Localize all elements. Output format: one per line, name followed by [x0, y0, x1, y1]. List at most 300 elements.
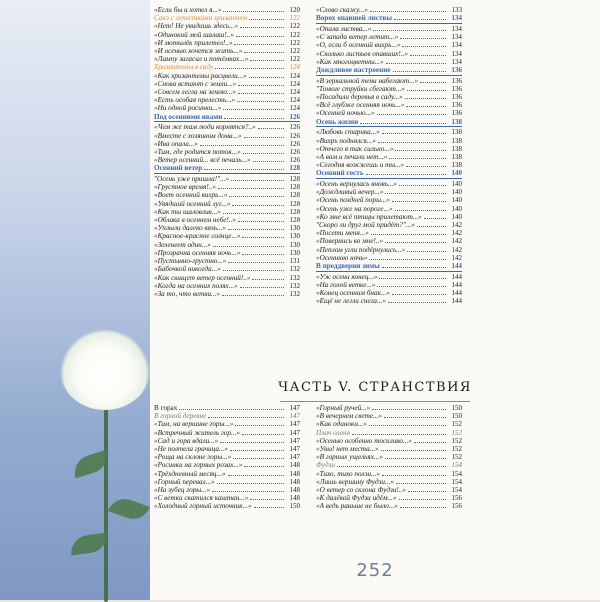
toc-entry-title: «Когда на осенних полях...»: [154, 281, 238, 290]
toc-entry[interactable]: [316, 93, 462, 101]
toc-entry[interactable]: [154, 257, 300, 265]
dot-leader: [370, 11, 446, 12]
dot-leader: [238, 85, 283, 86]
toc-entry[interactable]: [316, 41, 462, 49]
dot-leader: [414, 442, 445, 443]
section-rule: [316, 75, 462, 76]
toc-entry-page: 128: [289, 216, 300, 225]
toc-entry-page: 140: [451, 204, 462, 213]
toc-entry[interactable]: [316, 502, 462, 510]
toc-entry-page: 148: [289, 486, 300, 495]
toc-entry[interactable]: [154, 282, 300, 290]
toc-entry-title: «Лишь вершину Фудзи...»: [316, 477, 394, 486]
toc-entry[interactable]: [316, 50, 462, 58]
dot-leader: [400, 507, 446, 508]
toc-entry-title: «Как хризантемы расцвели...»: [154, 71, 247, 80]
dot-leader: [224, 118, 283, 119]
dot-leader: [200, 145, 284, 146]
toc-entry-title: «Прозрачна осенняя ночь...»: [154, 248, 241, 257]
toc-entry-page: 130: [289, 240, 300, 249]
dot-leader: [240, 287, 284, 288]
toc-entry[interactable]: [154, 494, 300, 502]
toc-entry-page: 142: [451, 229, 462, 238]
toc-entry-title: Осенний гость: [316, 169, 364, 178]
toc-entry-page: 138: [451, 161, 462, 170]
toc-entry-title: «Всё глубже осенняя ночь...»: [316, 101, 405, 110]
toc-entry[interactable]: [154, 156, 300, 164]
toc-entry-page: 126: [289, 112, 300, 121]
dot-leader: [242, 237, 283, 238]
toc-entry-page: 124: [289, 96, 300, 105]
toc-entry[interactable]: [154, 429, 300, 437]
toc-entry-page: 148: [289, 461, 300, 470]
toc-entry-title: «Не полтела грачица...»: [154, 445, 228, 454]
toc-entry-title: «Ни одной росинки...»: [154, 104, 222, 113]
toc-entry-page: 122: [289, 38, 300, 47]
toc-entry[interactable]: [154, 140, 300, 148]
toc-entry-page: 126: [289, 123, 300, 132]
toc-entry-title: «Осенью особенно тоскливо...»: [316, 436, 413, 445]
dot-leader: [252, 279, 283, 280]
dot-leader: [395, 150, 445, 151]
toc-entry[interactable]: [316, 437, 462, 445]
dot-leader: [237, 101, 283, 102]
toc-entry[interactable]: [154, 249, 300, 257]
toc-section-heading[interactable]: [154, 412, 300, 420]
toc-entry[interactable]: [316, 85, 462, 93]
toc-entry[interactable]: [316, 58, 462, 66]
toc-entry[interactable]: [154, 241, 300, 249]
toc-entry[interactable]: [316, 289, 462, 297]
toc-entry-page: 147: [289, 420, 300, 429]
toc-entry[interactable]: [316, 109, 462, 117]
toc-entry[interactable]: [316, 412, 462, 420]
toc-entry-page: 134: [451, 33, 462, 42]
toc-entry-page: 124: [289, 71, 300, 80]
dot-leader: [377, 114, 446, 115]
toc-entry[interactable]: [154, 453, 300, 461]
dot-leader: [385, 458, 446, 459]
toc-entry[interactable]: [316, 6, 462, 14]
part-title: ЧАСТЬ V. СТРАНСТВИЯ: [150, 380, 600, 402]
toc-entry-title: В горах: [154, 404, 178, 412]
toc-entry[interactable]: [316, 297, 462, 305]
dot-leader: [179, 409, 283, 410]
toc-entry-title: «И осенью хочется жить...»: [154, 47, 243, 56]
toc-entry[interactable]: [154, 104, 300, 112]
dot-leader: [385, 193, 445, 194]
toc-entry-page: 138: [451, 152, 462, 161]
toc-entry-page: 124: [289, 63, 300, 72]
dot-leader: [232, 205, 283, 206]
toc-entry[interactable]: [154, 31, 300, 39]
dot-leader: [230, 450, 284, 451]
toc-entry-title: «Вместе с хозяином дома...»: [154, 131, 242, 140]
toc-entry-page: 134: [451, 14, 462, 23]
toc-section-left: [154, 404, 300, 511]
toc-entry[interactable]: [154, 39, 300, 47]
toc-entry[interactable]: [154, 290, 300, 298]
toc-entry[interactable]: [316, 77, 462, 85]
dot-leader: [407, 251, 445, 252]
toc-entry-page: 148: [289, 494, 300, 503]
toc-entry[interactable]: [154, 191, 300, 199]
toc-entry-title: «В горных ущельях...»: [316, 453, 383, 462]
dot-leader: [382, 267, 446, 268]
toc-entry[interactable]: [154, 22, 300, 30]
toc-entry-title: «Уж осени конец...»: [316, 272, 378, 281]
toc-entry[interactable]: [154, 486, 300, 494]
toc-entry[interactable]: [316, 478, 462, 486]
toc-entry[interactable]: [154, 6, 300, 14]
toc-entry[interactable]: [316, 221, 462, 229]
dot-leader: [360, 123, 445, 124]
toc-entry-page: 136: [451, 84, 462, 93]
toc-entry[interactable]: [154, 470, 300, 478]
toc-entry-title: «Грустное время!..»: [154, 183, 216, 192]
toc-entry-title: «На голой ветке...»: [316, 281, 376, 289]
toc-entry-title: «Слово скажу...»: [316, 6, 368, 14]
toc-entry-page: 144: [451, 297, 462, 306]
dot-leader: [389, 158, 445, 159]
dot-leader: [369, 259, 445, 260]
toc-entry-page: 120: [289, 6, 300, 14]
toc-entry-title: «Одинокий мой шалаш!..»: [154, 30, 234, 39]
toc-entry-page: 128: [289, 199, 300, 208]
toc-section-heading[interactable]: [316, 461, 462, 469]
toc-entry-page: 136: [451, 101, 462, 110]
toc-entry-title: «Повернись ко мне!..»: [316, 237, 384, 246]
toc-entry-page: 144: [451, 272, 462, 281]
toc-entry-title: «Увядший осенний луг...»: [154, 199, 231, 208]
toc-section-heading[interactable]: [316, 169, 462, 177]
toc-entry-title: «Там, на вершине горы...»: [154, 420, 234, 429]
dot-leader: [244, 52, 283, 53]
toc-entry[interactable]: [316, 25, 462, 33]
dot-leader: [424, 218, 446, 219]
toc-entry[interactable]: [316, 188, 462, 196]
toc-entry[interactable]: [154, 502, 300, 510]
toc-entry[interactable]: [316, 213, 462, 221]
toc-entry-page: 147: [289, 436, 300, 445]
toc-entry-title: «Росинки на горных розах...»: [154, 461, 243, 470]
toc-entry[interactable]: [154, 274, 300, 282]
dot-leader: [215, 68, 283, 69]
toc-entry-title: «Конец осенним бнак...»: [316, 289, 390, 298]
toc-entry-title: «Посадили деревья в саду...»: [316, 93, 403, 102]
dot-leader: [369, 425, 446, 426]
toc-entry[interactable]: [316, 153, 462, 161]
toc-entry-title: «Дождливый вечер...»: [316, 188, 384, 197]
toc-entry-page: 122: [289, 55, 300, 64]
toc-entry[interactable]: [316, 445, 462, 453]
dot-leader: [378, 142, 446, 143]
toc-entry-page: 142: [451, 253, 462, 262]
toc-entry-title: "Осень уже пришла!"...»: [154, 175, 230, 184]
toc-entry-page: 150: [289, 502, 300, 511]
toc-entry-title: «Снова встают с земли...»: [154, 79, 237, 88]
toc-entry-title: «Облака в осеннем небе!..»: [154, 216, 236, 225]
toc-section-heading[interactable]: [316, 429, 462, 437]
dot-leader: [407, 90, 446, 91]
toc-entry[interactable]: [154, 420, 300, 428]
toc-section-heading[interactable]: [316, 118, 462, 126]
dot-leader: [386, 63, 446, 64]
toc-entry[interactable]: [316, 246, 462, 254]
toc-entry-page: 136: [451, 93, 462, 102]
toc-entry-page: 147: [289, 453, 300, 462]
dot-leader: [231, 180, 283, 181]
toc-entry-page: 138: [451, 144, 462, 153]
toc-entry-page: 132: [289, 289, 300, 298]
toc-entry-page: 128: [289, 164, 300, 173]
toc-entry[interactable]: [154, 265, 300, 273]
toc-entry[interactable]: [154, 437, 300, 445]
toc-entry-title: Осенний ветер: [154, 164, 203, 173]
page-number: 252: [356, 560, 394, 581]
dot-leader: [242, 434, 284, 435]
toc-entry-page: 136: [451, 76, 462, 85]
toc-entry-page: 154: [451, 486, 462, 495]
toc-section-heading[interactable]: [154, 113, 300, 121]
toc-entry-page: 132: [289, 265, 300, 274]
dot-leader: [379, 278, 445, 279]
toc-entry-title: «Вихрь поднялся...»: [316, 136, 376, 145]
toc-section-heading[interactable]: [154, 63, 300, 71]
dot-leader: [254, 507, 284, 508]
toc-entry-title: В преддверии зимы: [316, 262, 380, 271]
toc-entry[interactable]: [316, 128, 462, 136]
toc-entry-page: 126: [289, 139, 300, 148]
dot-leader: [233, 458, 283, 459]
toc-entry[interactable]: [154, 148, 300, 156]
toc-entry-title: Осень жизни: [316, 117, 359, 126]
toc-entry-page: 133: [451, 6, 462, 14]
toc-entry[interactable]: [316, 237, 462, 245]
toc-entry[interactable]: [154, 478, 300, 486]
toc-entry-page: 122: [289, 14, 300, 23]
dot-leader: [408, 491, 445, 492]
toc-entry-title: «Посети меня...»: [316, 229, 369, 238]
section-rule: [154, 121, 300, 122]
dot-leader: [220, 442, 283, 443]
dot-leader: [249, 77, 284, 78]
toc-entry-title: «Есть особая прелесть...»: [154, 96, 236, 105]
toc-entry-page: 144: [451, 262, 462, 271]
toc-entry-title: Дождливое настроение: [316, 65, 391, 74]
toc-entry-page: 152: [451, 428, 462, 437]
dot-leader: [392, 201, 446, 202]
toc-entry[interactable]: [316, 101, 462, 109]
toc-entry-page: 138: [451, 136, 462, 145]
toc-entry-page: 134: [451, 57, 462, 66]
toc-entry-title: В горной деревне: [154, 412, 207, 421]
toc-entry-title: "Тонкие струйки сбегают...»: [316, 84, 405, 93]
toc-entry-title: «И мотылёк прилетел!..»: [154, 38, 233, 47]
dot-leader: [382, 133, 446, 134]
toc-section-heading[interactable]: [154, 14, 300, 22]
toc-entry[interactable]: [316, 33, 462, 41]
toc-entry-page: 142: [451, 245, 462, 254]
toc-entry-title: Сакэ с лепестками хризантем: [154, 14, 248, 23]
table-of-contents: [150, 0, 600, 600]
toc-entry-title: «Совсем легла на землю...»: [154, 88, 236, 97]
dot-leader: [393, 71, 446, 72]
toc-entry-title: "Скоро ли друг мой придёт?"...»: [316, 221, 415, 230]
section-rule: [316, 178, 462, 179]
dot-leader: [213, 246, 284, 247]
dot-leader: [371, 234, 446, 235]
toc-entry-page: 154: [451, 477, 462, 486]
toc-entry-title: «Уплыли далеко вязь...»: [154, 224, 226, 233]
toc-entry-page: 144: [451, 281, 462, 289]
toc-entry[interactable]: [316, 254, 462, 262]
toc-entry-title: «Как ты шаловлив...»: [154, 207, 221, 216]
toc-entry[interactable]: [154, 232, 300, 240]
toc-entry-title: «Как свищет ветер осенний!..»: [154, 273, 251, 282]
toc-entry[interactable]: [154, 175, 300, 183]
dot-leader: [223, 270, 284, 271]
toc-entry-page: 154: [451, 461, 462, 470]
toc-entry-title: «А ведь раньше не было...»: [316, 502, 398, 511]
toc-section-heading[interactable]: [316, 262, 462, 270]
toc-entry-title: «А вам и печали нет...»: [316, 152, 388, 161]
toc-column-right: [316, 6, 462, 306]
dot-leader: [240, 27, 283, 28]
dot-leader: [406, 166, 445, 167]
toc-entry[interactable]: [316, 161, 462, 169]
section-rule: [316, 271, 462, 272]
toc-entry[interactable]: [154, 96, 300, 104]
toc-entry-page: 152: [451, 420, 462, 429]
section-rule: [316, 126, 462, 127]
toc-entry-page: 154: [451, 469, 462, 478]
dot-leader: [352, 434, 446, 435]
toc-entry[interactable]: [316, 205, 462, 213]
toc-entry-page: 148: [289, 477, 300, 486]
dot-leader: [366, 174, 446, 175]
toc-entry-page: 138: [451, 128, 462, 137]
toc-entry-title: Под осенними ивами: [154, 112, 223, 121]
toc-entry-title: «Если бы и хотел я...»: [154, 6, 222, 14]
toc-entry-page: 134: [451, 24, 462, 33]
toc-entry-page: 124: [289, 79, 300, 88]
toc-entry-page: 150: [451, 404, 462, 412]
toc-entry-page: 132: [289, 281, 300, 290]
toc-entry[interactable]: [154, 47, 300, 55]
toc-entry[interactable]: [154, 132, 300, 140]
toc-entry[interactable]: [154, 80, 300, 88]
toc-section-heading[interactable]: [316, 14, 462, 22]
dot-leader: [372, 409, 445, 410]
toc-entry-page: 128: [289, 175, 300, 184]
toc-entry-title: «Как многоцветны...»: [316, 57, 384, 66]
toc-entry-title: «Трёхдневный месяц...»: [154, 469, 226, 478]
toc-entry[interactable]: [316, 180, 462, 188]
dot-leader: [417, 226, 446, 227]
toc-section-heading[interactable]: [316, 66, 462, 74]
dot-leader: [204, 169, 283, 170]
toc-entry-page: 134: [451, 49, 462, 58]
toc-entry-title: «Сад и гора вдали...»: [154, 436, 219, 445]
dot-leader: [238, 93, 284, 94]
toc-entry[interactable]: [154, 55, 300, 63]
toc-entry[interactable]: [316, 196, 462, 204]
toc-entry-title: «Горный перевал...»: [154, 477, 215, 486]
toc-entry-title: «Ко мне всё птицы прилетают...»: [316, 212, 422, 221]
toc-entry[interactable]: [316, 420, 462, 428]
toc-entry[interactable]: [316, 281, 462, 289]
toc-entry[interactable]: [316, 273, 462, 281]
toc-entry-title: «За то, что ветви...»: [154, 289, 221, 298]
toc-entry-title: «Сколько листьев опавших!..»: [316, 49, 408, 58]
toc-entry-title: «Пустынно-грустно...»: [154, 257, 227, 266]
toc-section-right: [316, 404, 462, 511]
toc-entry-title: «С ветки скатился каштан...»: [154, 494, 249, 503]
toc-entry-title: «Красное-красное солнце...»: [154, 232, 241, 241]
toc-entry-title: «Увы! нет места...»: [316, 445, 379, 454]
dot-leader: [382, 475, 445, 476]
toc-entry-title: «Как одиноки...»: [316, 420, 367, 429]
toc-entry[interactable]: [316, 137, 462, 145]
dot-leader: [212, 491, 283, 492]
toc-entry[interactable]: [316, 145, 462, 153]
dot-leader: [377, 286, 445, 287]
toc-entry[interactable]: [316, 470, 462, 478]
toc-entry-page: 156: [451, 494, 462, 503]
dot-leader: [395, 210, 446, 211]
toc-entry[interactable]: [316, 494, 462, 502]
toc-entry[interactable]: [154, 208, 300, 216]
toc-entry-page: 122: [289, 22, 300, 31]
toc-entry[interactable]: [154, 123, 300, 131]
dot-leader: [381, 450, 446, 451]
toc-entry-page: 142: [451, 221, 462, 230]
toc-entry[interactable]: [154, 461, 300, 469]
toc-entry-page: 130: [289, 232, 300, 241]
toc-entry-page: 131: [289, 257, 300, 266]
toc-entry[interactable]: [154, 72, 300, 80]
toc-entry[interactable]: [154, 200, 300, 208]
toc-entry[interactable]: [316, 486, 462, 494]
dot-leader: [222, 295, 283, 296]
dot-leader: [250, 499, 283, 500]
dot-leader: [399, 499, 446, 500]
toc-section-heading[interactable]: [154, 164, 300, 172]
toc-entry-page: 126: [289, 156, 300, 165]
toc-entry[interactable]: [316, 229, 462, 237]
toc-entry-title: «В вечернем свете...»: [316, 412, 382, 421]
dot-leader: [250, 60, 283, 61]
dot-leader: [217, 483, 284, 484]
toc-entry-title: «Воет осенний вихрь...»: [154, 191, 228, 200]
toc-entry[interactable]: [316, 404, 462, 412]
dot-leader: [228, 475, 284, 476]
toc-entry[interactable]: [154, 88, 300, 96]
toc-entry-page: 134: [451, 41, 462, 50]
toc-entry-title: «Холодный горный источник...»: [154, 502, 252, 511]
toc-entry-page: 128: [289, 191, 300, 200]
toc-entry-page: 122: [289, 30, 300, 39]
toc-entry-page: 142: [451, 237, 462, 246]
toc-entry[interactable]: [316, 453, 462, 461]
toc-entry[interactable]: [154, 224, 300, 232]
toc-entry[interactable]: [154, 216, 300, 224]
toc-section-heading[interactable]: [154, 404, 300, 412]
toc-entry[interactable]: [154, 445, 300, 453]
toc-entry-title: «О ветер со склона Фудзи!..»: [316, 486, 407, 495]
toc-entry[interactable]: [154, 183, 300, 191]
